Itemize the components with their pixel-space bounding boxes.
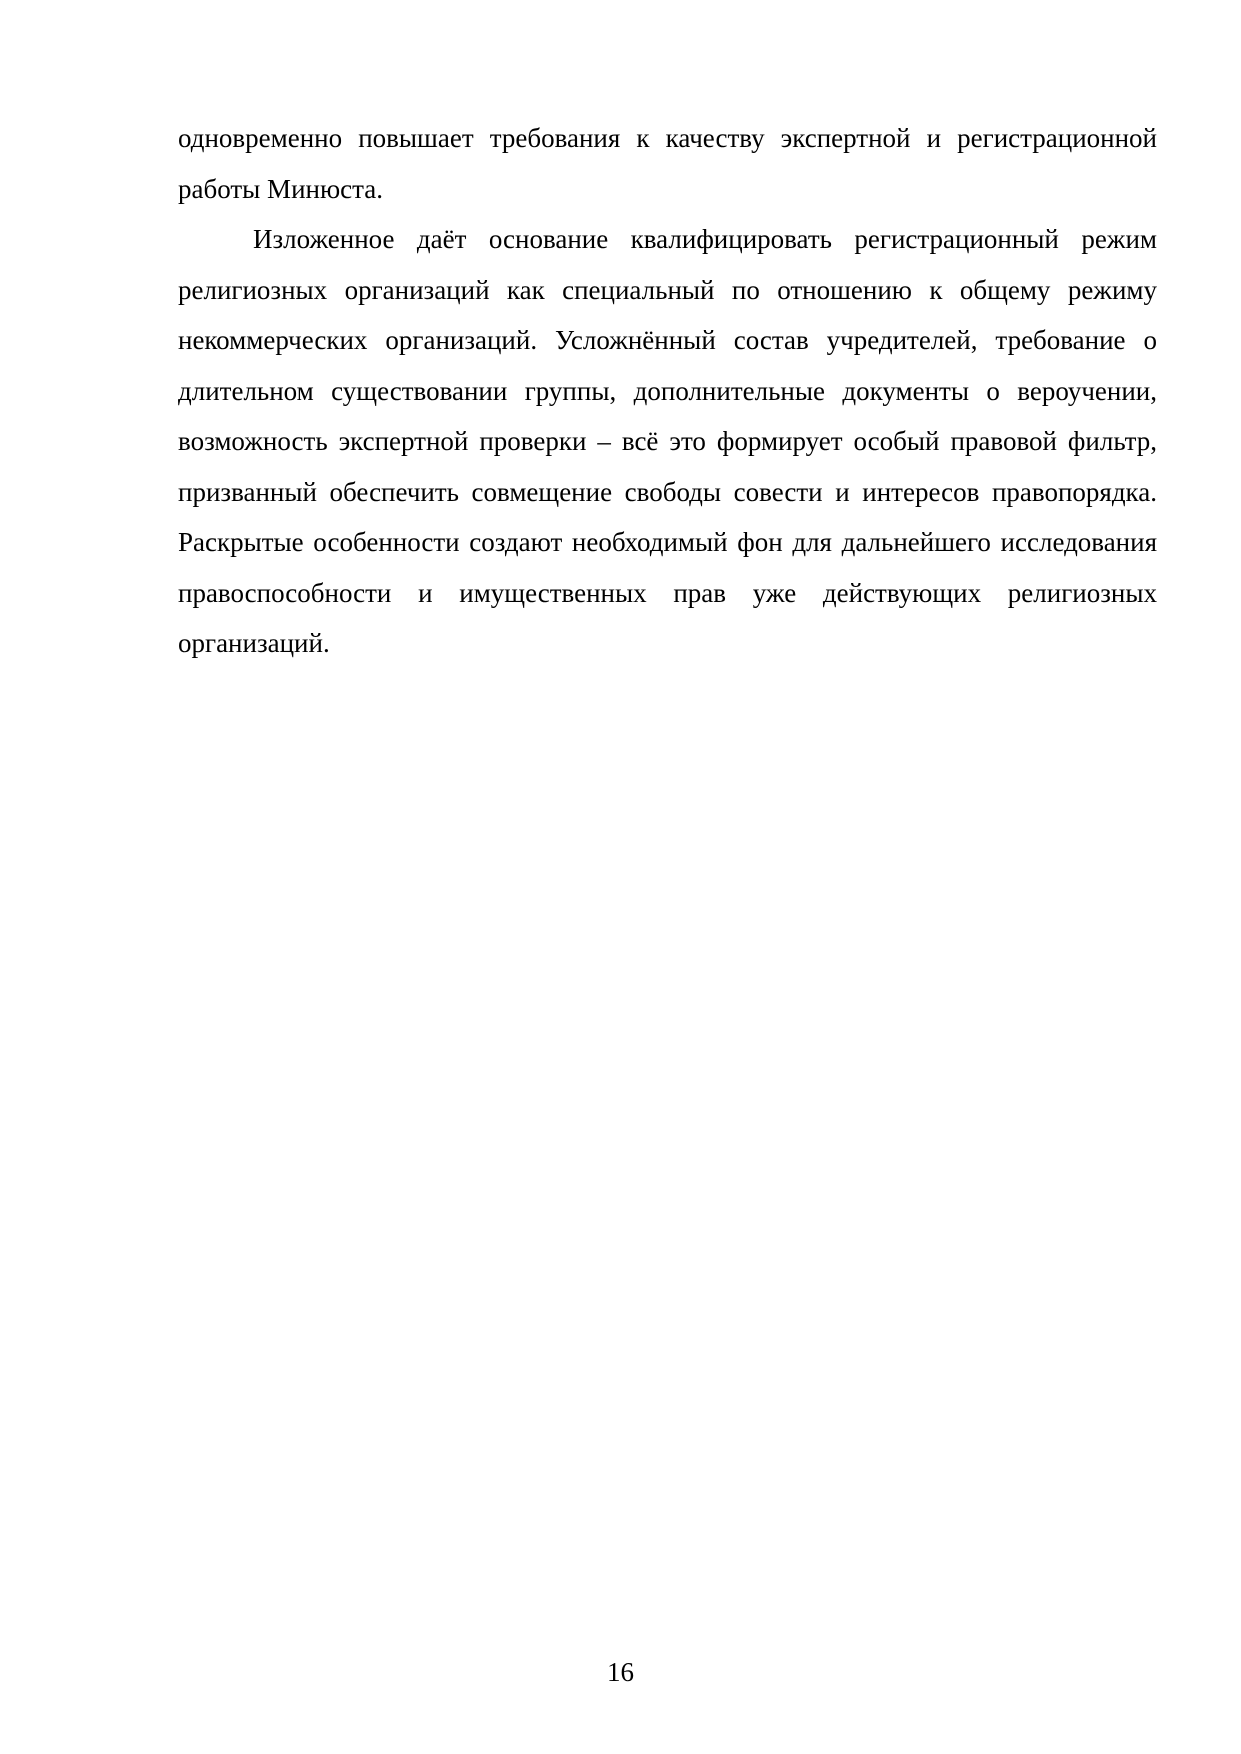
paragraph-continuation: одновременно повышает требования к качеству экспертной и регистрационной работы Минюста. <box>178 123 1157 204</box>
paragraph-conclusion: Изложенное даёт основание квалифицировать регистрационный режим религиозных организаций как специальный по отношению к общему режиму некоммерческих организаций. Усложнённый состав учредителей, требование о длительном существовании группы, дополнительные документы о вероучении, возможность экспертной проверки – всё это формирует особый правовой фильтр, призванный обеспечить совмещение свободы совести и интересов правопорядка. Раскрытые особенности создают необходимый фон для дальнейшего исследования правоспособности и имущественных прав уже действующих религиозных организаций. <box>178 224 1157 658</box>
page-number: 16 <box>607 1657 634 1687</box>
body-text <box>178 113 1157 669</box>
